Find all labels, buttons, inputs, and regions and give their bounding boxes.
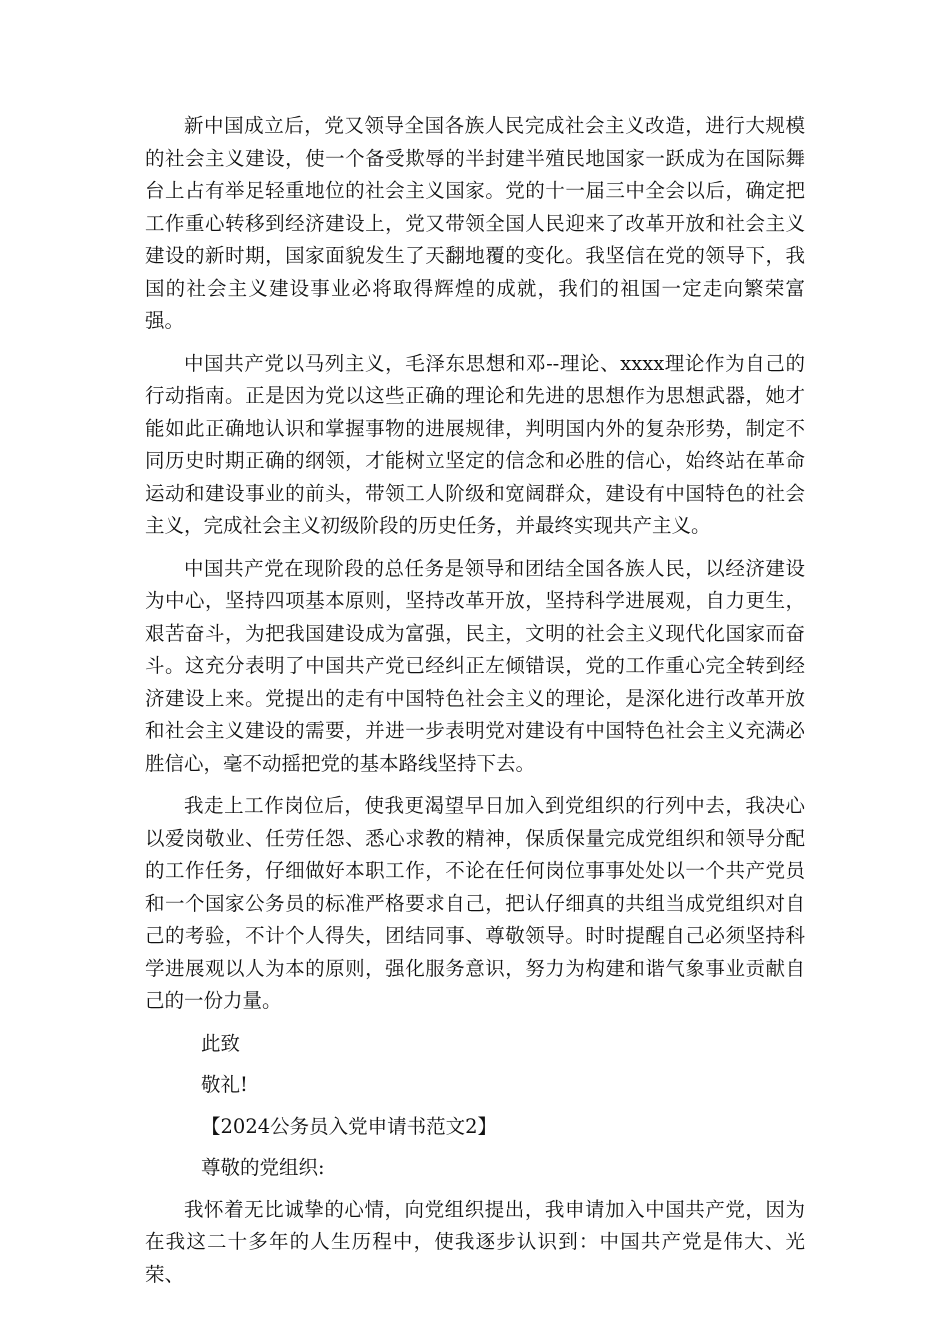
closing-line-2: 敬礼! [201,1073,248,1096]
paragraph-1: 新中国成立后，党又领导全国各族人民完成社会主义改造，进行大规模的社会主义建设，使一个备受欺辱的半封建半殖民地国家一跃成为在国际舞台上占有举足轻重地位的社会主义国家。党的十一届三中全会以后，确定把工作重心转移到经济建设上，党又带领全国人民迎来了改革开放和社会主义建设的新时期，国家面貌发生了天翻地覆的变化。我坚信在党的领导下，我国的社会主义建设事业必将取得辉煌的成就，我们的祖国一定走向繁荣富强。 [145,114,805,332]
section-title: 【2024公务员入党申请书范文2】 [201,1114,498,1138]
closing-line-1: 此致 [201,1031,241,1055]
paragraph-2: 中国共产党以马列主义，毛泽东思想和邓--理论、xxxx理论作为自己的行动指南。正是因为党以这些正确的理论和先进的思想作为思想武器，她才能如此正确地认识和掌握事物的进展规律，判明国内外的复杂形势，制定不同历史时期正确的纲领，才能树立坚定的信念和必胜的信心，始终站在革命运动和建设事业的前头，带领工人阶级和宽阔群众，建设有中国特色的社会主义，完成社会主义初级阶段的历史任务，并最终实现共产主义。 [145,351,805,537]
document-page [145,110,805,1301]
paragraph-4: 我走上工作岗位后，使我更渴望早日加入到党组织的行列中去，我决心以爱岗敬业、任劳任怨、悉心求教的精神，保质保量完成党组织和领导分配的工作任务，仔细做好本职工作，不论在任何岗位事事处处以一个共产党员和一个国家公务员的标准严格要求自己，把认仔细真的共组当成党组织对自己的考验，不计个人得失，团结同事、尊敬领导。时时提醒自己必须坚持科学进展观以人为本的原则，强化服务意识，努力为构建和谐气象事业贡献自己的一份力量。 [145,794,805,1012]
salutation: 尊敬的党组织: [201,1156,325,1179]
paragraph-3: 中国共产党在现阶段的总任务是领导和团结全国各族人民，以经济建设为中心，坚持四项基本原则，坚持改革开放，坚持科学进展观，自力更生，艰苦奋斗，为把我国建设成为富强，民主，文明的社会主义现代化国家而奋斗。这充分表明了中国共产党已经纠正左倾错误，党的工作重心完全转到经济建设上来。党提出的走有中国特色社会主义的理论，是深化进行改革开放和社会主义建设的需要，并进一步表明党对建设有中国特色社会主义充满必胜信心，毫不动摇把党的基本路线坚持下去。 [145,556,805,775]
paragraph-5: 我怀着无比诚挚的心情，向党组织提出，我申请加入中国共产党，因为在我这二十多年的人生历程中，使我逐步认识到：中国共产党是伟大、光荣、 [145,1197,805,1286]
